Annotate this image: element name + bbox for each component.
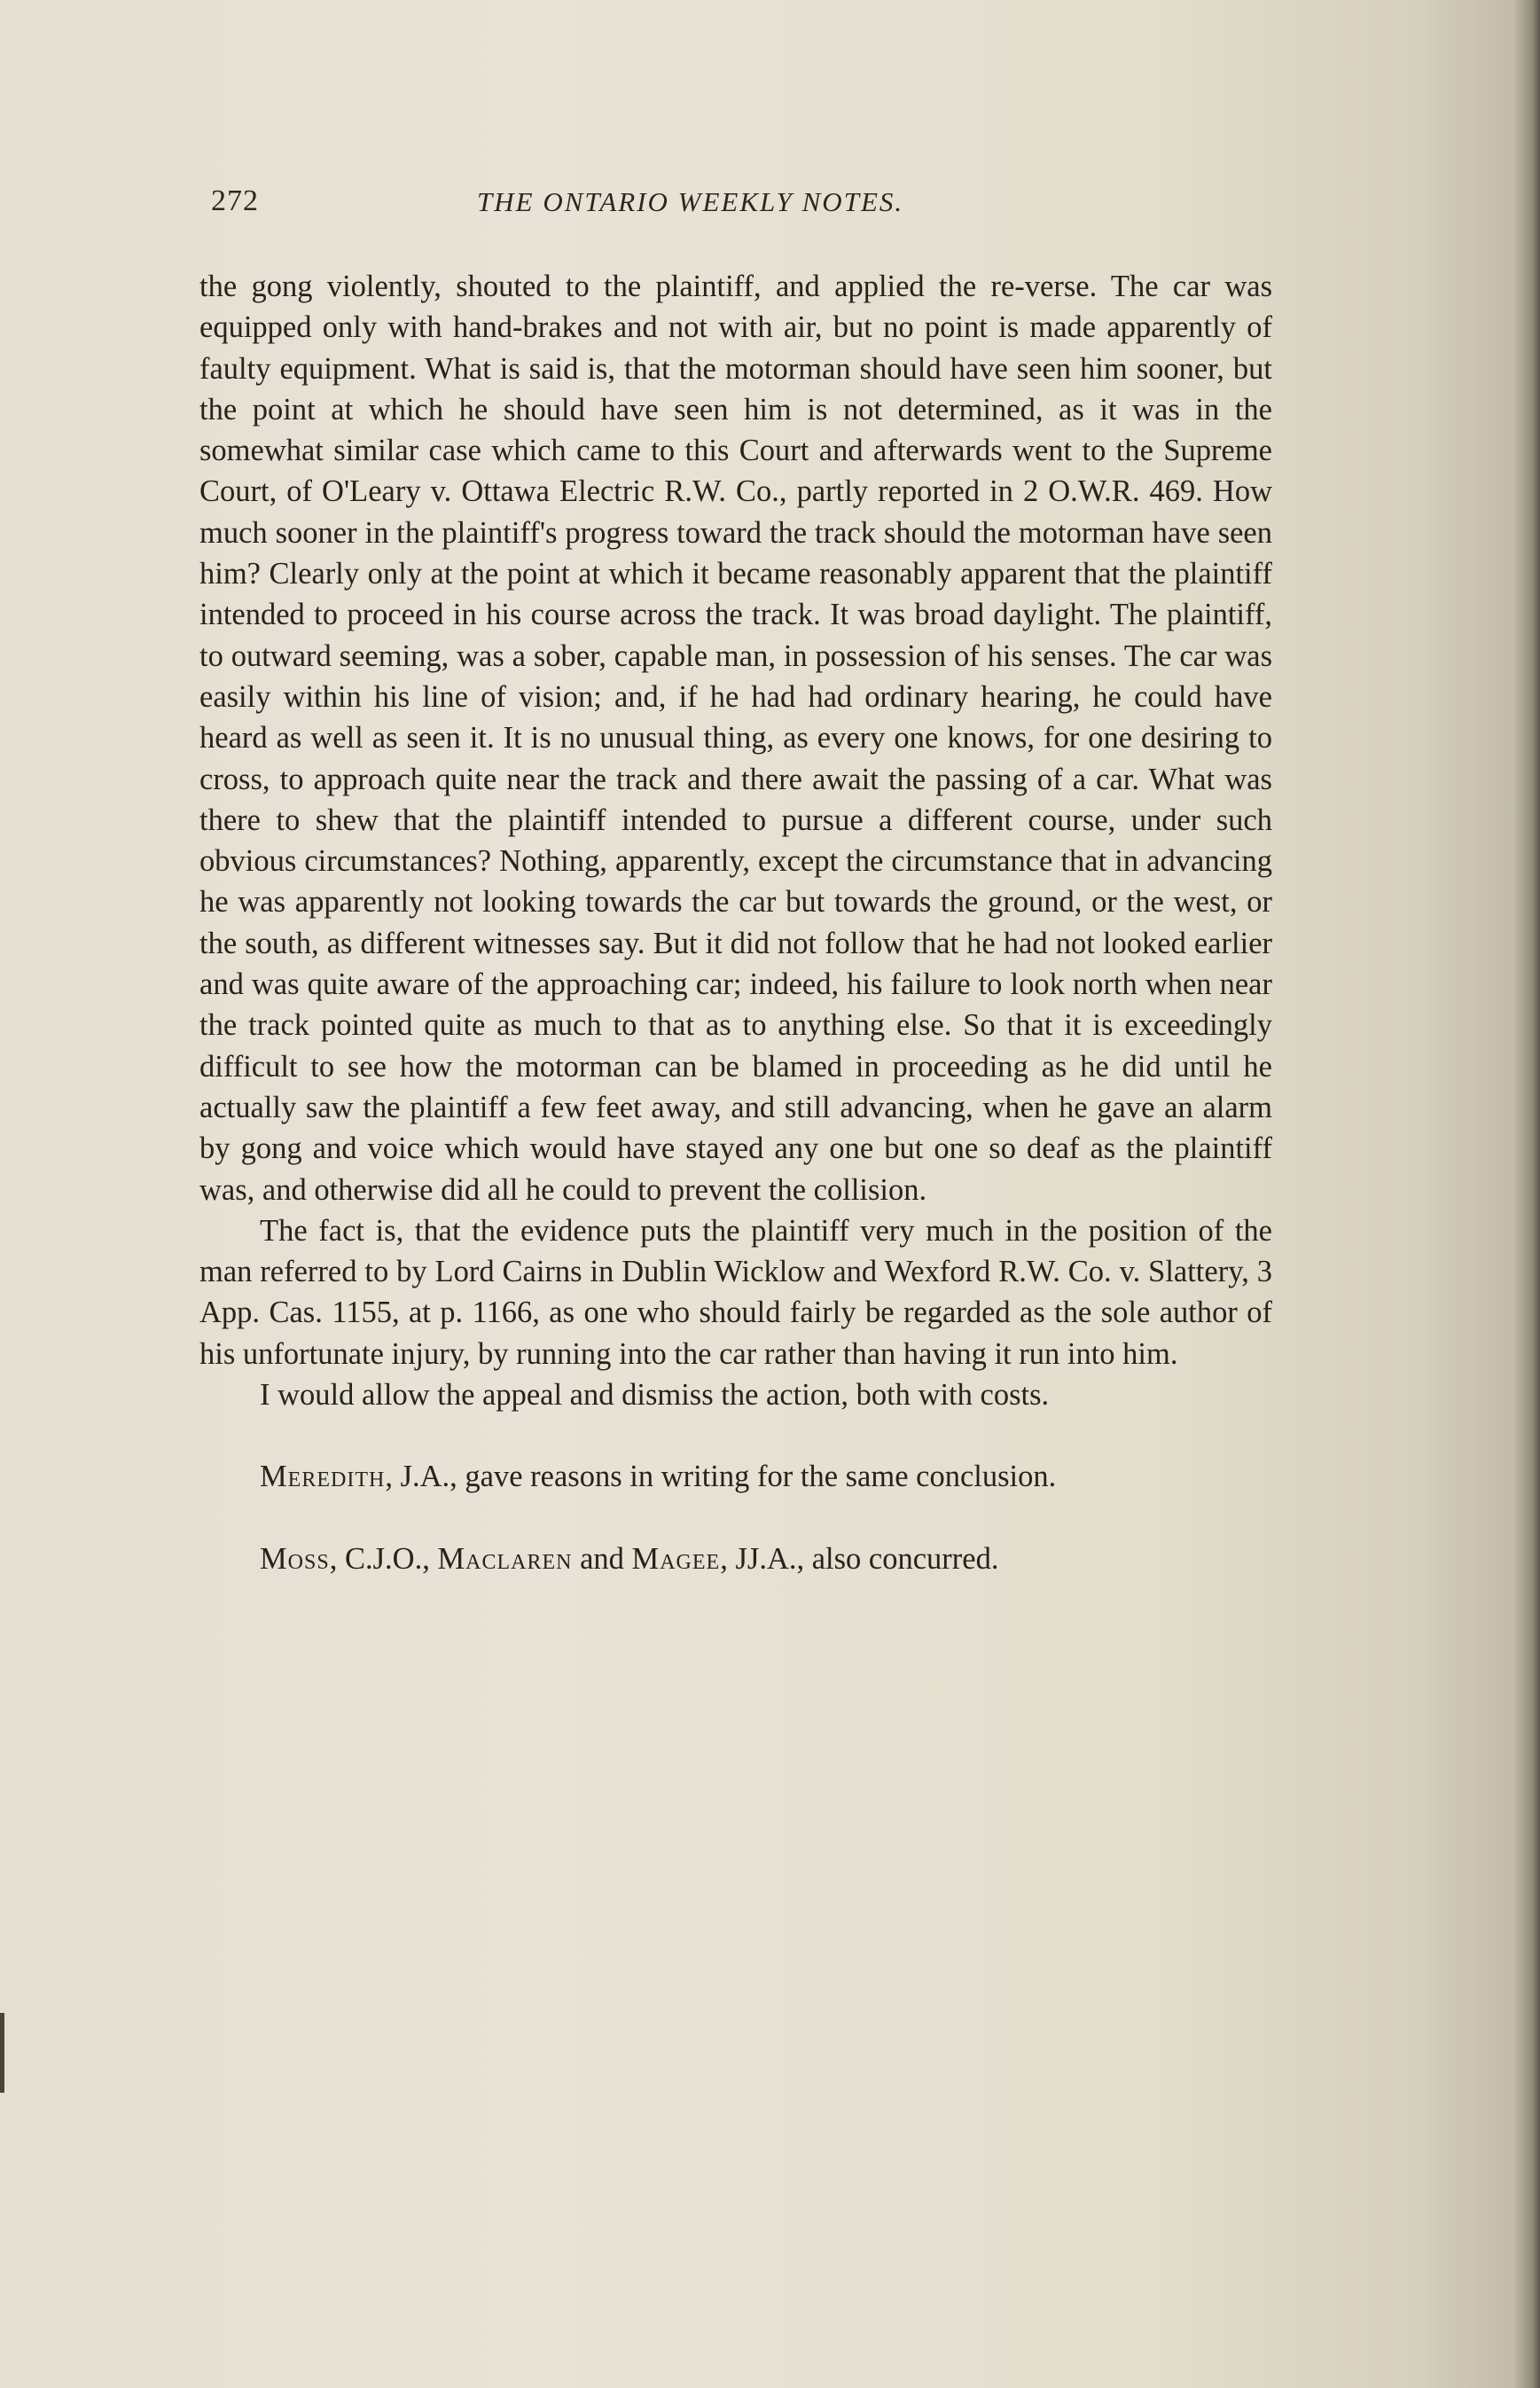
page-edge-shadow — [1513, 0, 1540, 2388]
paragraph-concurrence — [199, 1538, 1272, 1579]
meredith-text: , J.A., gave reasons in writing for the same conclusion. — [385, 1460, 1057, 1494]
concurrence-text-3: , JJ.A., also concurred. — [720, 1541, 999, 1576]
binding-mark — [0, 2013, 4, 2093]
paragraph-meredith — [199, 1456, 1272, 1497]
paragraph-lord-cairns: The fact is, that the evidence puts the plaintiff very much in the position of the man referred to by Lord Cairns in Dublin Wicklow and Wexford R.W. Co. v. Slattery, 3 App. Cas. 1155, at p. 1166, as one who should fairly be regarded as the sole author of his unfortunate injury, by running into the car rather than having it run into him. — [199, 1213, 1272, 1371]
page-header — [211, 184, 1275, 229]
judge-name-moss: Moss — [260, 1541, 330, 1576]
paragraph-continuation: the gong violently, shouted to the plaintiff, and applied the re-verse. The car was equipped only with hand-brakes and not with air, but no point is made apparently of faulty equipment. What is said is, that the motorman should have seen him sooner, but the point at which he should have seen him is not determined, as it was in the somewhat similar case which came to this Court and afterwards went to the Supreme Court, of O'Leary v. Ottawa Electric R.W. Co., partly reported in 2 O.W.R. 469. How much sooner in the plaintiff's progress toward the track should the motorman have seen him? Clearly only at the point at which it became reasonably apparent that the plaintiff intended to proceed in his course across the track. It was broad daylight. The plaintiff, to outward seeming, was a sober, capable man, in possession of his senses. The car was easily within his line of vision; and, if he had had ordinary hearing, he could have heard as well as seen it. It is no unusual thing, as every one knows, for one desiring to cross, to approach quite near the track and there await the passing of a car. What was there to shew that the plaintiff intended to pursue a different course, under such obvious circumstances? Nothing, apparently, except the circumstance that in advancing he was apparently not looking towards the car but towards the ground, or the west, or the south, as different witnesses say. But it did not follow that he had not looked earlier and was quite aware of the approaching car; indeed, his failure to look north when near the track pointed quite as much to that as to anything else. So that it is exceedingly difficult to see how the motorman can be blamed in proceeding as he did until he actually saw the plaintiff a few feet away, and still advancing, when he gave an alarm by gong and voice which would have stayed any one but one so deaf as the plaintiff was, and otherwise did all he could to prevent the collision. — [199, 270, 1272, 1207]
page-number: 272 — [211, 184, 259, 217]
judge-name-maclaren: Maclaren — [437, 1541, 573, 1576]
running-head: THE ONTARIO WEEKLY NOTES. — [477, 186, 904, 217]
body-text — [199, 266, 1272, 1579]
concurrence-text-2: and — [572, 1541, 632, 1576]
concurrence-text-1: , C.J.O., — [329, 1541, 438, 1576]
judge-name-meredith: Meredith — [260, 1460, 386, 1494]
judge-name-magee: Magee — [631, 1541, 721, 1576]
paragraph-disposition: I would allow the appeal and dismiss the action, both with costs. — [260, 1378, 1050, 1413]
